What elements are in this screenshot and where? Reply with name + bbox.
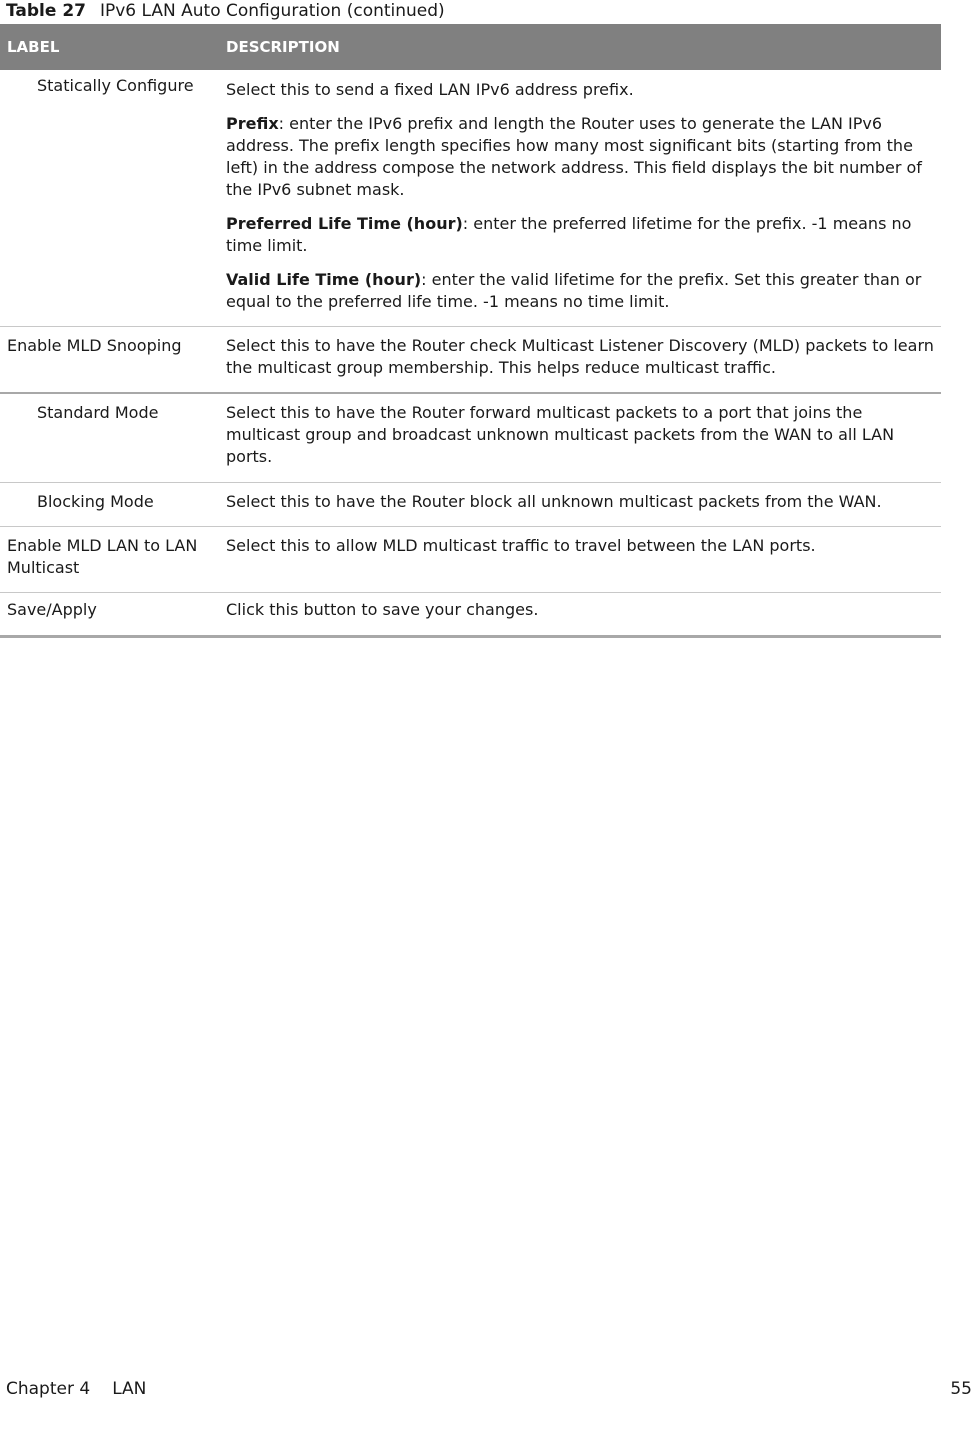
table-title: IPv6 LAN Auto Configuration (continued) xyxy=(99,1,445,21)
term-valid-life-time: Valid Life Time (hour) xyxy=(226,270,422,289)
table-row-enable-mld-lan-to-lan-multicast xyxy=(0,527,941,593)
row-description: Select this to have the Router forward multicast packets to a port that joins the multicast group and broadcast unknown multicast packets from the WAN to all LAN ports. xyxy=(219,393,941,483)
row-description: Click this button to save your changes. xyxy=(219,593,941,637)
table-caption xyxy=(6,0,445,22)
text-prefix: : enter the IPv6 prefix and length the Router uses to generate the LAN IPv6 address. The prefix length specifies how many most significant bits (starting from the left) in the address compose the network address. This field displays the bit number of the IPv6 subnet mask. xyxy=(226,114,922,199)
row-description: Select this to have the Router block all unknown multicast packets from the WAN. xyxy=(219,483,941,527)
row-label: Statically Configure xyxy=(0,70,219,327)
term-preferred-life-time: Preferred Life Time (hour) xyxy=(226,214,463,233)
text-valid-life-time: : enter the valid lifetime for the prefix. Set this greater than or equal to the preferred life time. -1 means no time limit. xyxy=(226,270,922,311)
header-label: LABEL xyxy=(0,24,219,70)
section-label: LAN xyxy=(112,1379,147,1399)
table-header-row xyxy=(0,24,941,70)
desc-intro: Select this to send a fixed LAN IPv6 address prefix. xyxy=(226,80,634,99)
row-label: Standard Mode xyxy=(0,393,219,483)
header-description: DESCRIPTION xyxy=(219,24,941,70)
chapter-label: Chapter 4 xyxy=(6,1379,91,1399)
row-label: Blocking Mode xyxy=(0,483,219,527)
desc-valid-life-time xyxy=(226,269,934,313)
table-row-enable-mld-snooping xyxy=(0,327,941,394)
desc-prefix xyxy=(226,113,934,201)
table-row-statically-configure xyxy=(0,70,941,327)
page-footer-chapter xyxy=(6,1378,146,1400)
row-description: Select this to allow MLD multicast traffic to travel between the LAN ports. xyxy=(219,527,941,593)
table-row-standard-mode xyxy=(0,393,941,483)
term-prefix: Prefix xyxy=(226,114,279,133)
table-row-blocking-mode xyxy=(0,483,941,527)
text-preferred-life-time: : enter the preferred lifetime for the prefix. -1 means no time limit. xyxy=(226,214,912,255)
table-row-save-apply xyxy=(0,593,941,637)
row-label: Enable MLD LAN to LAN Multicast xyxy=(0,527,219,593)
desc-preferred-life-time xyxy=(226,213,934,257)
row-label: Save/Apply xyxy=(0,593,219,637)
page-number: 55 xyxy=(950,1379,972,1399)
row-description xyxy=(219,70,941,327)
table-number: Table 27 xyxy=(6,1,86,21)
row-label: Enable MLD Snooping xyxy=(0,327,219,394)
row-description: Select this to have the Router check Multicast Listener Discovery (MLD) packets to learn the multicast group membership. This helps reduce multicast traffic. xyxy=(219,327,941,394)
ipv6-lan-auto-config-table xyxy=(0,24,941,638)
